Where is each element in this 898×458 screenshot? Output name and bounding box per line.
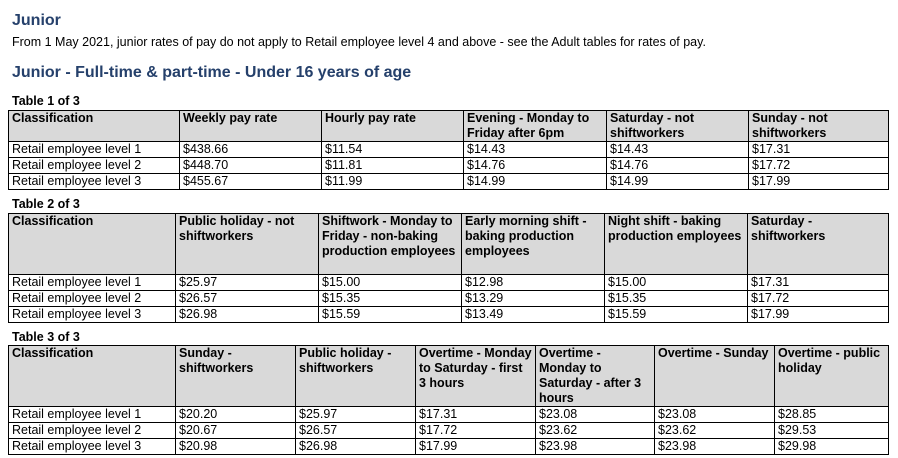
table-cell: $29.98	[775, 439, 889, 455]
table-cell: $17.99	[749, 174, 889, 190]
table-cell: $17.72	[748, 291, 889, 307]
table-cell: $13.29	[462, 291, 605, 307]
table-row	[9, 423, 889, 439]
table-1-caption: Table 1 of 3	[12, 94, 80, 108]
table-cell: $23.98	[536, 439, 655, 455]
table-cell: $28.85	[775, 407, 889, 423]
table-cell: $11.99	[322, 174, 464, 190]
table-cell: $15.00	[319, 275, 462, 291]
table-header-cell: Weekly pay rate	[180, 111, 322, 142]
table-cell: $20.20	[176, 407, 296, 423]
table-row	[9, 307, 889, 323]
table-header-cell: Early morning shift - baking production employees	[462, 214, 605, 275]
table-cell: $438.66	[180, 142, 322, 158]
table-cell: $11.54	[322, 142, 464, 158]
table-header-cell: Public holiday - not shiftworkers	[176, 214, 319, 275]
table-3-caption: Table 3 of 3	[12, 330, 80, 344]
table-cell: $17.99	[416, 439, 536, 455]
table-header-cell: Overtime - Sunday	[655, 346, 775, 407]
table-cell: $14.99	[607, 174, 749, 190]
table-header-cell: Public holiday - shiftworkers	[296, 346, 416, 407]
table-cell: Retail employee level 1	[9, 275, 176, 291]
table-cell: $17.31	[416, 407, 536, 423]
table-header-cell: Classification	[9, 214, 176, 275]
table-cell: $26.98	[176, 307, 319, 323]
table-row	[9, 439, 889, 455]
table-header-cell: Sunday - not shiftworkers	[749, 111, 889, 142]
table-cell: $15.59	[605, 307, 748, 323]
table-cell: $17.72	[749, 158, 889, 174]
table-3	[8, 345, 889, 455]
table-cell: $17.31	[748, 275, 889, 291]
table-cell: $26.57	[176, 291, 319, 307]
table-cell: $15.59	[319, 307, 462, 323]
table-cell: $20.98	[176, 439, 296, 455]
table-cell: $13.49	[462, 307, 605, 323]
table-cell: $11.81	[322, 158, 464, 174]
table-header-cell: Saturday - not shiftworkers	[607, 111, 749, 142]
table-cell: $29.53	[775, 423, 889, 439]
section-title: Junior - Full-time & part-time - Under 16 years of age	[12, 64, 412, 81]
table-row	[9, 291, 889, 307]
table-cell: $17.99	[748, 307, 889, 323]
table-cell: Retail employee level 2	[9, 423, 176, 439]
table-2	[8, 213, 889, 323]
table-header-cell: Overtime - Monday to Saturday - after 3 hours	[536, 346, 655, 407]
table-cell: $14.43	[464, 142, 607, 158]
table-1	[8, 110, 889, 190]
table-3-header-row	[9, 346, 889, 407]
table-cell: $12.98	[462, 275, 605, 291]
table-header-cell: Classification	[9, 346, 176, 407]
table-header-cell: Night shift - baking production employees	[605, 214, 748, 275]
table-cell: $15.35	[605, 291, 748, 307]
table-row	[9, 174, 889, 190]
table-cell: $14.43	[607, 142, 749, 158]
table-header-cell: Evening - Monday to Friday after 6pm	[464, 111, 607, 142]
table-cell: $23.98	[655, 439, 775, 455]
table-row	[9, 407, 889, 423]
table-cell: $14.76	[464, 158, 607, 174]
table-header-cell: Overtime - public holiday	[775, 346, 889, 407]
table-cell: Retail employee level 1	[9, 142, 180, 158]
table-cell: Retail employee level 2	[9, 291, 176, 307]
table-cell: $15.35	[319, 291, 462, 307]
table-cell: Retail employee level 3	[9, 307, 176, 323]
table-cell: $17.31	[749, 142, 889, 158]
table-cell: $448.70	[180, 158, 322, 174]
table-cell: $15.00	[605, 275, 748, 291]
table-cell: $26.98	[296, 439, 416, 455]
table-header-cell: Hourly pay rate	[322, 111, 464, 142]
table-1-header-row	[9, 111, 889, 142]
table-cell: $20.67	[176, 423, 296, 439]
table-2-header-row	[9, 214, 889, 275]
table-cell: $25.97	[296, 407, 416, 423]
table-cell: $455.67	[180, 174, 322, 190]
table-cell: Retail employee level 1	[9, 407, 176, 423]
page-title: Junior	[12, 12, 61, 29]
table-row	[9, 275, 889, 291]
table-cell: $26.57	[296, 423, 416, 439]
table-2-caption: Table 2 of 3	[12, 197, 80, 211]
intro-text: From 1 May 2021, junior rates of pay do not apply to Retail employee level 4 and above - see the Adult tables for rates of pay.	[12, 35, 706, 49]
table-cell: $23.62	[655, 423, 775, 439]
table-cell: Retail employee level 3	[9, 439, 176, 455]
table-cell: $14.76	[607, 158, 749, 174]
table-header-cell: Saturday - shiftworkers	[748, 214, 889, 275]
table-cell: $23.08	[655, 407, 775, 423]
table-header-cell: Classification	[9, 111, 180, 142]
table-header-cell: Shiftwork - Monday to Friday - non-baking production employees	[319, 214, 462, 275]
table-row	[9, 158, 889, 174]
table-cell: $14.99	[464, 174, 607, 190]
table-cell: $23.62	[536, 423, 655, 439]
table-cell: Retail employee level 2	[9, 158, 180, 174]
table-cell: $23.08	[536, 407, 655, 423]
table-header-cell: Sunday - shiftworkers	[176, 346, 296, 407]
table-header-cell: Overtime - Monday to Saturday - first 3 hours	[416, 346, 536, 407]
table-cell: $17.72	[416, 423, 536, 439]
table-cell: Retail employee level 3	[9, 174, 180, 190]
table-row	[9, 142, 889, 158]
table-cell: $25.97	[176, 275, 319, 291]
